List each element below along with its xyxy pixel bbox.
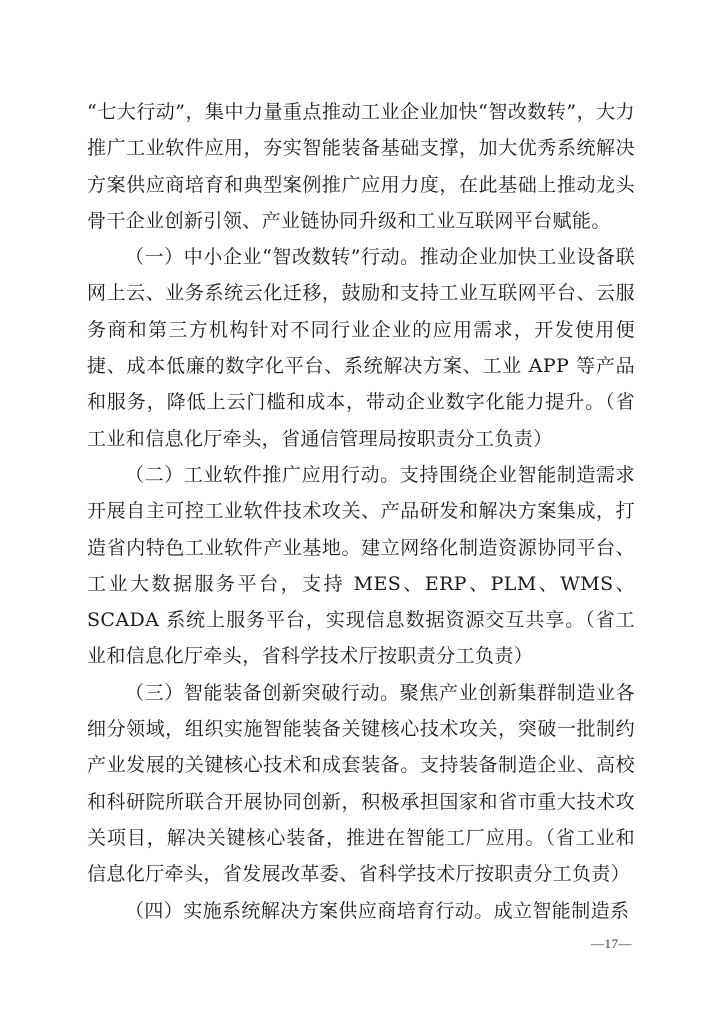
paragraph-action-4: （四）实施系统解决方案供应商培育行动。成立智能制造系 xyxy=(125,899,630,922)
paragraph-intro: “七大行动”，集中力量重点推动工业企业加快“智改数转”，大力推广工业软件应用，夯实智能装备基础支撑，加大优秀系统解决方案供应商培育和典型案例推广应用力度，在此基础上推动龙头骨干企业创新引领、产业链协同升级和工业互联网平台赋能。 xyxy=(87,101,635,232)
body-text xyxy=(87,94,635,929)
page-number: —17— xyxy=(591,936,632,951)
paragraph-action-1: （一）中小企业“智改数转”行动。推动企业加快工业设备联网上云、业务系统云化迁移，鼓励和支持工业互联网平台、云服务商和第三方机构针对不同行业企业的应用需求，开发使用便捷、成本低廉的数字化平台、系统解决方案、工业 APP 等产品和服务，降低上云门槛和成本，带动企业数字化能力提升。（省工业和信息化厅牵头，省通信管理局按职责分工负责） xyxy=(87,246,635,450)
paragraph-action-3: （三）智能装备创新突破行动。聚焦产业创新集群制造业各细分领域，组织实施智能装备关键核心技术攻关，突破一批制约产业发展的关键核心技术和成套装备。支持装备制造企业、高校和科研院所联合开展协同创新，积极承担国家和省市重大技术攻关项目，解决关键核心装备，推进在智能工厂应用。（省工业和信息化厅牵头，省发展改革委、省科学技术厅按职责分工负责） xyxy=(87,681,635,886)
paragraph-action-2: （二）工业软件推广应用行动。支持围绕企业智能制造需求开展自主可控工业软件技术攻关、产品研发和解决方案集成，打造省内特色工业软件产业基地。建立网络化制造资源协同平台、工业大数据服务平台，支持 MES、ERP、PLM、WMS、SCADA 系统上服务平台，实现信息数据资源交互共享。（省工业和信息化厅牵头，省科学技术厅按职责分工负责） xyxy=(87,463,635,668)
